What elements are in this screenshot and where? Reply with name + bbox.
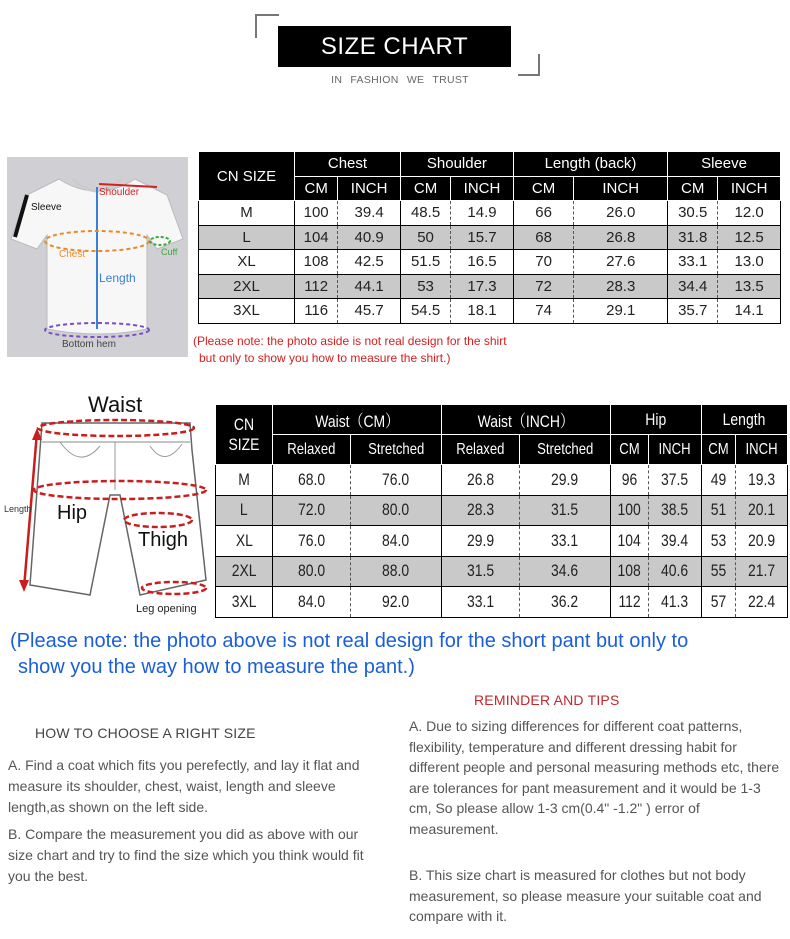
pants-drawing	[0, 390, 213, 620]
table-cell: 51.5	[400, 250, 450, 275]
cell-text: 108	[617, 561, 642, 581]
table-cell: 28.3	[574, 274, 668, 299]
table-cell: 74	[513, 299, 574, 324]
pants-subheader	[351, 435, 442, 465]
table-cell: 45.7	[338, 299, 401, 324]
cell-text: 49	[710, 469, 726, 489]
shirt-unit: CM	[513, 176, 574, 201]
size-text: M	[238, 469, 250, 489]
size-cell	[216, 495, 273, 526]
pants-size-header	[216, 405, 273, 465]
cell-text: 76.0	[382, 469, 410, 489]
table-cell: 72	[513, 274, 574, 299]
chest-label: Chest	[59, 249, 86, 260]
table-cell	[610, 587, 648, 618]
shirt-group-sleeve: Sleeve	[668, 152, 781, 177]
table-cell: 116	[295, 299, 338, 324]
table-cell: 13.0	[718, 250, 781, 275]
pants-subheader	[701, 435, 735, 465]
size-cell	[216, 526, 273, 557]
length-label: Length	[4, 504, 32, 514]
table-cell	[649, 556, 701, 587]
table-cell: 40.9	[338, 225, 401, 250]
size-text: XL	[235, 530, 253, 550]
table-cell	[441, 556, 519, 587]
table-cell: 50	[400, 225, 450, 250]
table-cell	[351, 556, 442, 587]
cell-text: 51	[710, 500, 726, 520]
cell-text: 104	[617, 530, 642, 550]
table-cell	[701, 526, 735, 557]
shirt-note-line-1: (Please note: the photo aside is not real design for the shirt	[193, 334, 507, 348]
table-cell	[701, 465, 735, 496]
table-cell	[701, 587, 735, 618]
table-cell	[735, 465, 788, 496]
pants-note-line-2: show you the way how to measure the pant.)	[18, 656, 415, 678]
table-cell	[519, 587, 610, 618]
cell-text: 36.2	[551, 591, 579, 611]
shirt-unit: INCH	[574, 176, 668, 201]
table-cell: 48.5	[400, 201, 450, 226]
table-row	[216, 526, 788, 557]
cell-text: 84.0	[382, 530, 410, 550]
pants-measure-illustration	[0, 390, 213, 620]
cell-text: 31.5	[551, 500, 579, 520]
table-cell	[351, 526, 442, 557]
cell-text: 92.0	[382, 591, 410, 611]
table-cell: 31.8	[668, 225, 718, 250]
hip-label: Hip	[57, 502, 88, 524]
table-cell	[649, 587, 701, 618]
cell-text: 33.1	[551, 530, 579, 550]
sleeve-label: Sleeve	[31, 202, 62, 213]
pants-note-line-1: (Please note: the photo above is not real design for the short pant but only to	[10, 630, 689, 652]
table-cell: 108	[295, 250, 338, 275]
table-cell	[735, 495, 788, 526]
cell-text: 88.0	[382, 561, 410, 581]
table-row	[216, 495, 788, 526]
table-cell	[701, 495, 735, 526]
table-cell	[351, 587, 442, 618]
table-cell: 35.7	[668, 299, 718, 324]
thigh-label: Thigh	[138, 529, 189, 551]
cell-text: 34.6	[551, 561, 579, 581]
shirt-group-chest: Chest	[295, 152, 401, 177]
cell-text: 29.9	[466, 530, 495, 550]
tagline: IN FASHION WE TRUST	[331, 74, 469, 86]
table-cell	[273, 495, 351, 526]
table-cell	[441, 495, 519, 526]
pants-group-waist-inch-text: Waist（INCH）	[477, 412, 575, 431]
pants-size-table	[215, 404, 788, 618]
page-title: SIZE CHART	[278, 26, 511, 67]
table-cell	[649, 465, 701, 496]
table-cell: 26.0	[574, 201, 668, 226]
table-cell: 13.5	[718, 274, 781, 299]
table-cell: 34.4	[668, 274, 718, 299]
size-cell: 3XL	[199, 299, 295, 324]
cell-text: 96	[621, 469, 638, 489]
cell-text: 80.0	[382, 500, 410, 520]
pants-group-hip	[610, 405, 701, 435]
size-cell: 2XL	[199, 274, 295, 299]
table-cell: 12.5	[718, 225, 781, 250]
table-cell	[735, 587, 788, 618]
size-text: 2XL	[231, 561, 257, 581]
cell-text: 40.6	[661, 561, 689, 581]
table-cell	[519, 556, 610, 587]
table-row	[199, 274, 781, 299]
table-cell	[273, 556, 351, 587]
size-cell: M	[199, 201, 295, 226]
table-cell	[441, 587, 519, 618]
table-cell: 17.3	[451, 274, 514, 299]
table-row	[216, 465, 788, 496]
shirt-measure-illustration	[7, 157, 188, 357]
table-row	[199, 201, 781, 226]
table-cell: 29.1	[574, 299, 668, 324]
cell-text: 100	[617, 500, 642, 520]
pants-subheader	[519, 435, 610, 465]
cell-text: 57	[710, 591, 726, 611]
table-cell: 16.5	[451, 250, 514, 275]
pants-group-waist-inch	[441, 405, 610, 435]
pants-subheader-text: Relaxed	[456, 440, 505, 458]
tips-paragraph-a: A. Due to sizing differences for different coat patterns, flexibility, temperature and different dressing habit for different people and personal measuring methods etc, there are tolerances for pant measurement and it would be 1-3 cm, So please allow 1-3 cm(0.4" -1.2" ) error of measurement.	[409, 718, 780, 837]
table-cell	[701, 556, 735, 587]
table-cell	[610, 526, 648, 557]
pants-subheader-text: INCH	[745, 440, 778, 458]
cell-text: 20.1	[747, 500, 775, 520]
cell-text: 19.3	[747, 469, 775, 489]
pants-subheader-text: CM	[619, 440, 640, 458]
table-cell	[519, 495, 610, 526]
how-to-paragraph-a: A. Find a coat which fits you perefectly, and lay it flat and measure its shoulder, chest, waist, length and sleeve length,as shown on the left side.	[8, 757, 360, 815]
shirt-unit: INCH	[451, 176, 514, 201]
size-cell	[216, 556, 273, 587]
table-cell: 30.5	[668, 201, 718, 226]
table-cell: 15.7	[451, 225, 514, 250]
size-cell	[216, 465, 273, 496]
cell-text: 68.0	[297, 469, 326, 489]
table-cell	[649, 495, 701, 526]
table-cell: 100	[295, 201, 338, 226]
table-cell	[441, 465, 519, 496]
cell-text: 26.8	[466, 469, 495, 489]
size-cell: L	[199, 225, 295, 250]
cell-text: 38.5	[661, 500, 689, 520]
pants-subheader	[610, 435, 648, 465]
shoulder-label: Shoulder	[99, 187, 140, 198]
shirt-note-line-2: but only to show you how to measure the shirt.)	[199, 351, 451, 365]
shirt-unit: CM	[668, 176, 718, 201]
cell-text: 84.0	[297, 591, 326, 611]
table-cell: 27.6	[574, 250, 668, 275]
cell-text: 28.3	[466, 500, 495, 520]
cell-text: 31.5	[466, 561, 495, 581]
cell-text: 29.9	[551, 469, 579, 489]
size-text: 3XL	[231, 591, 257, 611]
table-row	[199, 299, 781, 324]
title-corner-top-left	[255, 14, 279, 38]
shirt-size-table	[198, 151, 781, 324]
size-text: L	[240, 500, 248, 520]
table-cell: 12.0	[718, 201, 781, 226]
pants-subheader	[649, 435, 701, 465]
pants-subheader-text: CM	[707, 440, 729, 458]
pants-group-hip-text: Hip	[645, 409, 667, 429]
table-cell: 104	[295, 225, 338, 250]
pants-subheader-text: INCH	[658, 440, 691, 458]
shirt-unit: CM	[295, 176, 338, 201]
leg-opening-label: Leg opening	[136, 603, 197, 615]
pants-subheader-text: Stretched	[536, 440, 593, 458]
pants-subheader-text: Stretched	[367, 440, 425, 458]
cell-text: 33.1	[466, 591, 495, 611]
how-to-paragraph-b: B. Compare the measurement you did as above with our size chart and try to find the size which you think would fit you the best.	[8, 826, 364, 884]
cell-text: 39.4	[661, 530, 689, 550]
table-cell: 54.5	[400, 299, 450, 324]
shirt-size-header: CN SIZE	[199, 152, 295, 201]
shirt-drawing	[7, 157, 188, 357]
table-cell	[273, 587, 351, 618]
table-cell	[610, 556, 648, 587]
length-label: Length	[99, 271, 136, 285]
shirt-unit: CM	[400, 176, 450, 201]
cell-text: 21.7	[747, 561, 775, 581]
table-cell	[273, 465, 351, 496]
pants-group-waist-cm	[273, 405, 442, 435]
pants-subheader-text: Relaxed	[287, 440, 336, 458]
table-cell: 42.5	[338, 250, 401, 275]
table-cell: 112	[295, 274, 338, 299]
pants-note	[10, 628, 785, 680]
table-cell	[441, 526, 519, 557]
table-cell: 14.1	[718, 299, 781, 324]
table-cell	[610, 465, 648, 496]
waist-label: Waist	[88, 392, 143, 417]
table-row	[199, 250, 781, 275]
pants-subheader	[273, 435, 351, 465]
table-row	[199, 225, 781, 250]
table-row	[216, 587, 788, 618]
cell-text: 22.4	[747, 591, 775, 611]
table-cell	[735, 556, 788, 587]
table-cell	[273, 526, 351, 557]
table-cell: 39.4	[338, 201, 401, 226]
cell-text: 112	[618, 591, 641, 611]
cuff-label: Cuff	[161, 247, 178, 257]
table-cell	[735, 526, 788, 557]
table-cell: 66	[513, 201, 574, 226]
shirt-unit: INCH	[338, 176, 401, 201]
pants-size-header-text: CN SIZE	[228, 414, 260, 454]
cell-text: 20.9	[747, 530, 775, 550]
table-cell	[649, 526, 701, 557]
table-row	[216, 556, 788, 587]
pants-subheader	[735, 435, 788, 465]
table-cell	[351, 465, 442, 496]
size-cell	[216, 587, 273, 618]
table-cell: 18.1	[451, 299, 514, 324]
shirt-group-length: Length (back)	[513, 152, 667, 177]
table-cell: 70	[513, 250, 574, 275]
pants-subheader	[441, 435, 519, 465]
tips-title: REMINDER AND TIPS	[474, 692, 620, 708]
pants-group-waist-cm-text: Waist（CM）	[315, 412, 399, 431]
table-cell	[351, 495, 442, 526]
title-corner-bottom-right	[518, 54, 540, 76]
pants-group-length-text: Length	[723, 409, 766, 429]
pants-group-length	[701, 405, 787, 435]
cell-text: 55	[710, 561, 726, 581]
cell-text: 80.0	[297, 561, 326, 581]
table-cell: 33.1	[668, 250, 718, 275]
how-to-title: HOW TO CHOOSE A RIGHT SIZE	[35, 725, 256, 741]
cell-text: 41.3	[661, 591, 689, 611]
cell-text: 72.0	[297, 500, 326, 520]
table-cell	[519, 526, 610, 557]
shirt-group-shoulder: Shoulder	[400, 152, 513, 177]
table-cell: 26.8	[574, 225, 668, 250]
tips-paragraph-b: B. This size chart is measured for clothes but not body measurement, so please measure your suitable coat and compare with it.	[409, 867, 762, 924]
table-cell: 14.9	[451, 201, 514, 226]
table-cell: 68	[513, 225, 574, 250]
cell-text: 76.0	[297, 530, 326, 550]
bottom-hem-label: Bottom hem	[62, 339, 116, 350]
shirt-unit: INCH	[718, 176, 781, 201]
table-cell: 44.1	[338, 274, 401, 299]
cell-text: 53	[710, 530, 726, 550]
cell-text: 37.5	[661, 469, 689, 489]
table-cell: 53	[400, 274, 450, 299]
table-cell	[519, 465, 610, 496]
table-cell	[610, 495, 648, 526]
size-cell: XL	[199, 250, 295, 275]
